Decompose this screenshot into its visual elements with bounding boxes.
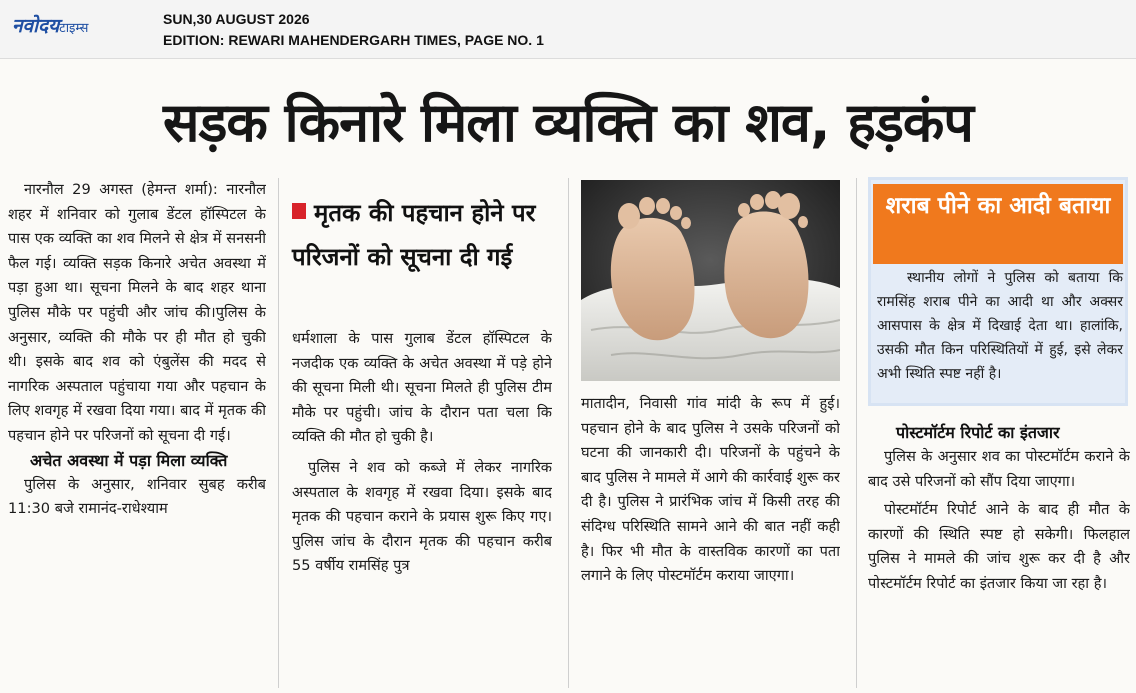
article-column-2 bbox=[292, 327, 552, 693]
feet-photo-icon bbox=[581, 180, 840, 381]
logo-sub-text: टाइम्स bbox=[59, 21, 89, 36]
sidebar-text-wrap bbox=[877, 266, 1123, 386]
column-1-paragraph-1: नारनौल 29 अगस्त (हेमन्त शर्मा): नारनौल शहर में शनिवार को गुलाब डेंटल हॉस्पिटल के पास एक व्यक्ति का शव मिलने से क्षेत्र में सनसनी फैल गई। व्यक्ति सड़क किनारे अचेत अवस्था में पड़ा हुआ था। सूचना मिलने के बाद शहर थाना पुलिस मौके पर पहुंची और जांच की।पुलिस के अनुसार, व्यक्ति की मौके पर ही मौत हो चुकी थी। इसके बाद शव को एंबुलेंस की मदद से नागरिक अस्पताल पहुंचाया गया और पहचान के लिए शवगृह में रखवा दिया गया। बाद में मृतक की पहचान होने पर परिजनों को सूचना दी गई। bbox=[8, 181, 266, 444]
sidebar-box bbox=[868, 177, 1128, 406]
sidebar-text: स्थानीय लोगों ने पुलिस को बताया कि रामसिंह शराब पीने का आदी था और अक्सर आसपास के क्षेत्र में दिखाई देता था। हालांकि, उसकी मौत किन परिस्थितियों में हुई, इसे लेकर अभी स्थिति स्पष्ट नहीं है। bbox=[877, 270, 1123, 382]
kicker-text: मृतक की पहचान होने पर परिजनों को सूचना दी गई bbox=[292, 199, 536, 271]
kicker-red-square-icon bbox=[292, 203, 306, 219]
column-divider bbox=[278, 178, 279, 688]
column-4-subheading: पोस्टमॉर्टम रिपोर्ट का इंतजार bbox=[896, 423, 1060, 442]
column-divider bbox=[856, 178, 857, 688]
newspaper-logo[interactable] bbox=[12, 12, 88, 38]
article-column-3 bbox=[581, 392, 840, 693]
column-3-paragraph-1: मातादीन, निवासी गांव मांदी के रूप में हुई। पहचान होने के बाद पुलिस ने उसके परिजनों को घटना की जानकारी दी। परिजनों के पहुंचने के बाद पुलिस ने मामले में आगे की कार्रवाई शुरू कर दी है। पुलिस ने प्रारंभिक जांच में किसी तरह की संदिग्ध परिस्थिति सामने आने की बात नहीं कही है। फिर भी मौत के वास्तविक कारणों का पता लगाने के लिए पोस्टमॉर्टम कराया जाएगा। bbox=[581, 395, 840, 585]
column-1-subheading: अचेत अवस्था में पड़ा मिला व्यक्ति bbox=[30, 450, 228, 470]
column-4-paragraph-2: पोस्टमॉर्टम रिपोर्ट आने के बाद ही मौत के कारणों की स्थिति स्पष्ट हो सकेगी। फिलहाल पुलिस ने मामले की जांच शुरू कर दी है और पोस्टमॉर्टम रिपोर्ट का इंतजार किया जा रहा है। bbox=[868, 501, 1130, 592]
article-column-4 bbox=[868, 421, 1130, 693]
column-divider bbox=[568, 178, 569, 688]
column-2-paragraph-1: धर्मशाला के पास गुलाब डेंटल हॉस्पिटल के नजदीक एक व्यक्ति के अचेत अवस्था में पड़े होने की सूचना मिली थी। सूचना मिलते ही पुलिस टीम मौके पर पहुंची। जांच के दौरान पता चला कि व्यक्ति की मौत हो चुकी है। bbox=[292, 330, 552, 446]
article-headline: सड़क किनारे मिला व्यक्ति का शव, हड़कंप bbox=[163, 91, 973, 154]
edition-info bbox=[163, 9, 544, 51]
masthead-bar bbox=[0, 0, 1136, 59]
column-2-paragraph-2: पुलिस ने शव को कब्जे में लेकर नागरिक अस्पताल के शवगृह में रखवा दिया। इसके बाद मृतक की पहचान कराने के प्रयास शुरू किए गए।पुलिस जांच के दौरान मृतक की पहचान करीब 55 वर्षीय रामसिंह पुत्र bbox=[292, 458, 552, 575]
article-column-1 bbox=[8, 178, 266, 693]
edition-date: SUN,30 AUGUST 2026 bbox=[163, 11, 310, 27]
article-kicker bbox=[292, 191, 562, 279]
edition-name: EDITION: REWARI MAHENDERGARH TIMES, PAGE NO. 1 bbox=[163, 32, 544, 48]
sidebar-title: शराब पीने का आदी बताया bbox=[873, 184, 1123, 264]
column-4-paragraph-1: पुलिस के अनुसार शव का पोस्टमॉर्टम कराने के बाद उसे परिजनों को सौंप दिया जाएगा। bbox=[868, 448, 1130, 490]
feet-under-sheet-photo bbox=[581, 180, 840, 381]
logo-main-text: नवोदय bbox=[12, 15, 60, 37]
column-1-paragraph-2: पुलिस के अनुसार, शनिवार सुबह करीब 11:30 बजे रामानंद-राधेश्याम bbox=[8, 475, 266, 518]
